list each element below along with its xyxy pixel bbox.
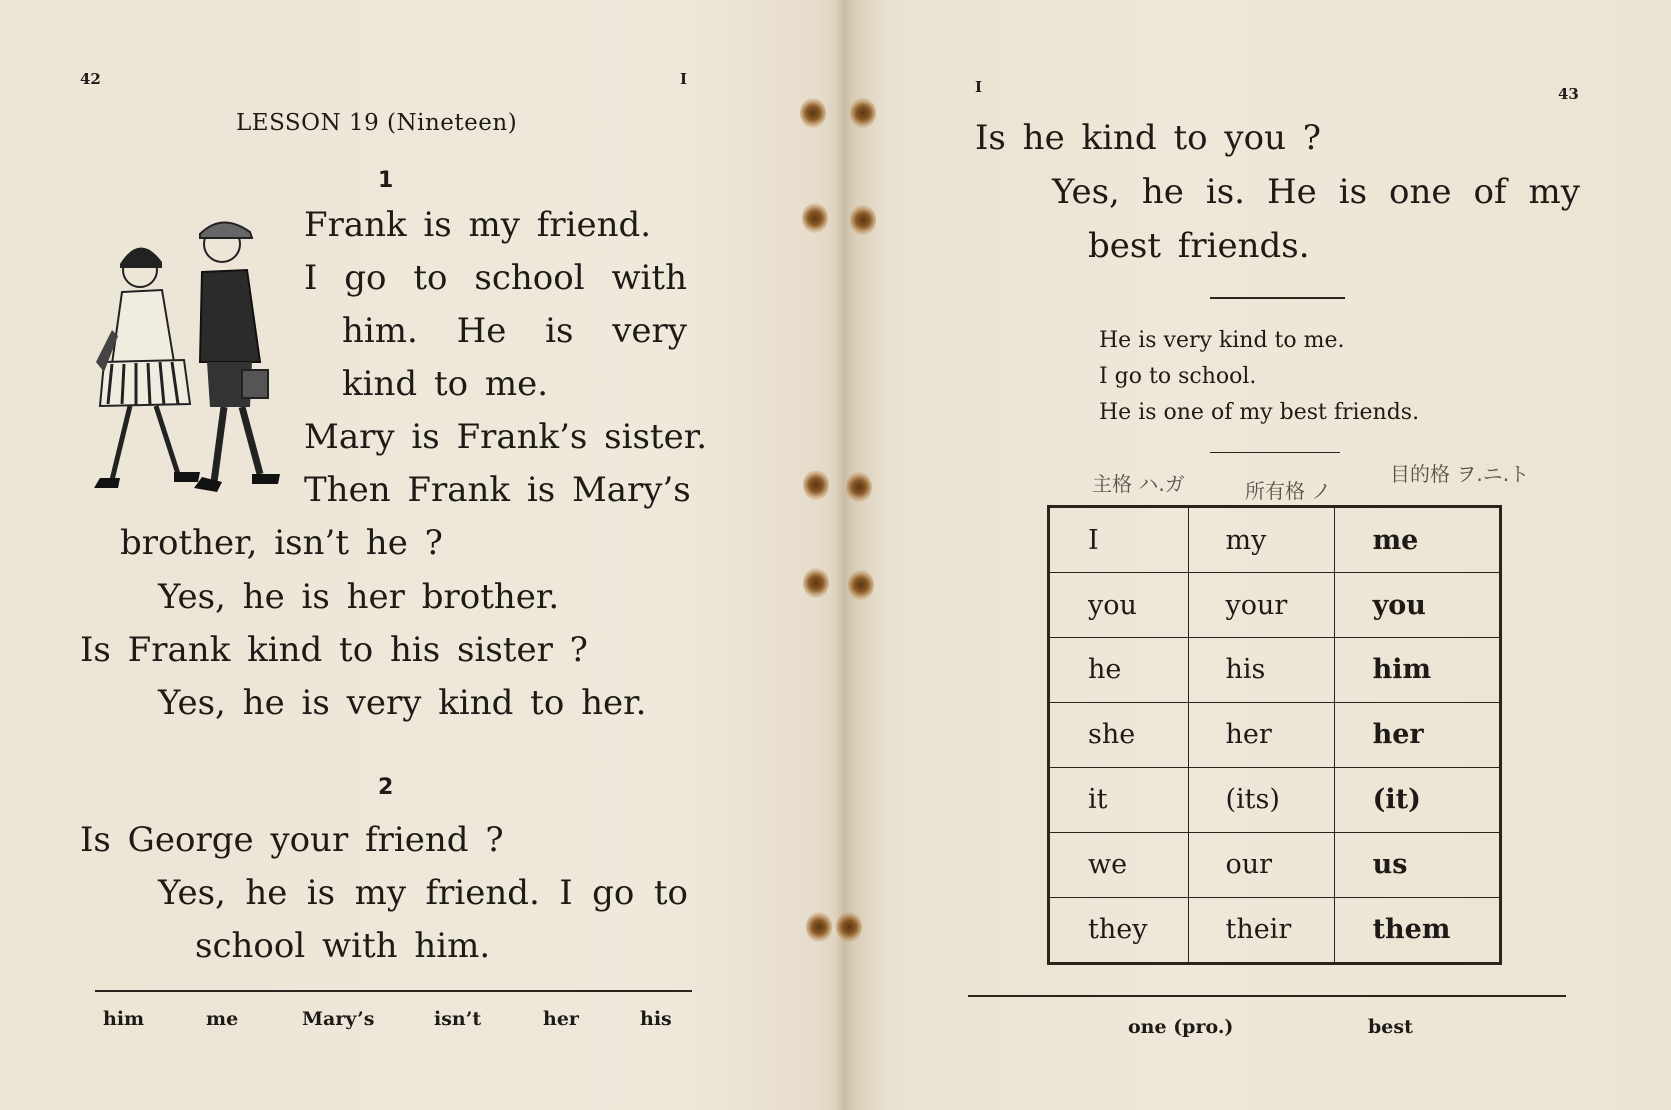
vocabulary-word: me <box>206 1008 239 1030</box>
vocabulary-word: isn’t <box>434 1008 482 1030</box>
left-page <box>0 0 830 1110</box>
summary-line: He is one of my best friends. <box>1099 400 1420 425</box>
vocabulary-word: best <box>1368 1016 1413 1038</box>
table-row <box>1049 507 1501 573</box>
running-mark: I <box>680 70 688 88</box>
separator-rule <box>1210 452 1340 453</box>
vocabulary-word: him <box>103 1008 145 1030</box>
table-cell: us <box>1334 832 1500 897</box>
table-row <box>1049 702 1501 767</box>
vocabulary-word: his <box>640 1008 672 1030</box>
vocabulary-word: one (pro.) <box>1128 1016 1234 1038</box>
table-cell: it <box>1049 767 1189 832</box>
pronoun-table <box>1047 505 1502 965</box>
table-cell: I <box>1049 507 1189 573</box>
text-line: Is he kind to you ? <box>975 118 1322 158</box>
table-cell: she <box>1049 702 1189 767</box>
table-cell: your <box>1189 573 1334 638</box>
table-cell: they <box>1049 897 1189 963</box>
table-cell: our <box>1189 832 1334 897</box>
table-cell: we <box>1049 832 1189 897</box>
vocabulary-word: her <box>543 1008 579 1030</box>
text-line: school with him. <box>195 926 491 966</box>
summary-line: He is very kind to me. <box>1099 328 1345 353</box>
text-line: Then Frank is Mary’s <box>304 470 691 510</box>
table-row <box>1049 832 1501 897</box>
section-number: 2 <box>378 775 394 800</box>
table-cell: you <box>1049 573 1189 638</box>
table-cell: her <box>1189 702 1334 767</box>
table-cell: (it) <box>1334 767 1500 832</box>
text-line: I go to school with <box>304 258 687 298</box>
separator-rule <box>1210 297 1345 299</box>
text-line: Yes, he is very kind to her. <box>158 683 647 723</box>
handwritten-note: 所有格 ノ <box>1245 479 1332 503</box>
vocabulary-word: Mary’s <box>302 1008 375 1030</box>
table-row <box>1049 573 1501 638</box>
summary-line: I go to school. <box>1099 364 1257 389</box>
text-line: Is George your friend ? <box>80 820 504 860</box>
handwritten-note: 目的格 ヲ.ニ.ト <box>1390 462 1530 486</box>
table-cell: he <box>1049 638 1189 703</box>
text-line: kind to me. <box>342 364 549 404</box>
lesson-heading: LESSON 19 (Nineteen) <box>236 110 518 136</box>
table-cell: me <box>1334 507 1500 573</box>
children-illustration <box>82 212 292 522</box>
staple-hole <box>836 912 862 942</box>
table-cell: my <box>1189 507 1334 573</box>
handwritten-note: 主格 ハ.ガ <box>1092 472 1185 496</box>
text-line: him. He is very <box>342 311 687 351</box>
table-cell: you <box>1334 573 1500 638</box>
table-cell: (its) <box>1189 767 1334 832</box>
text-line: Yes, he is her brother. <box>158 577 560 617</box>
text-line: Yes, he is. He is one of my <box>1052 172 1580 212</box>
page-number: 43 <box>1558 85 1579 103</box>
text-line: Mary is Frank’s sister. <box>304 417 708 457</box>
text-line: best friends. <box>1088 226 1310 266</box>
text-line: brother, isn’t he ? <box>120 523 443 563</box>
vocabulary-rule <box>968 995 1566 997</box>
vocabulary-rule <box>95 990 692 992</box>
table-row <box>1049 638 1501 703</box>
section-number: 1 <box>378 168 394 193</box>
text-line: Frank is my friend. <box>304 205 652 245</box>
book-gutter <box>835 0 853 1110</box>
page-number: 42 <box>80 70 101 88</box>
table-cell: her <box>1334 702 1500 767</box>
text-line: Is Frank kind to his sister ? <box>80 630 588 670</box>
table-cell: him <box>1334 638 1500 703</box>
table-cell: them <box>1334 897 1500 963</box>
table-row <box>1049 767 1501 832</box>
table-cell: his <box>1189 638 1334 703</box>
table-row <box>1049 897 1501 963</box>
running-mark: I <box>975 78 983 96</box>
text-line: Yes, he is my friend. I go to <box>158 873 688 913</box>
table-cell: their <box>1189 897 1334 963</box>
